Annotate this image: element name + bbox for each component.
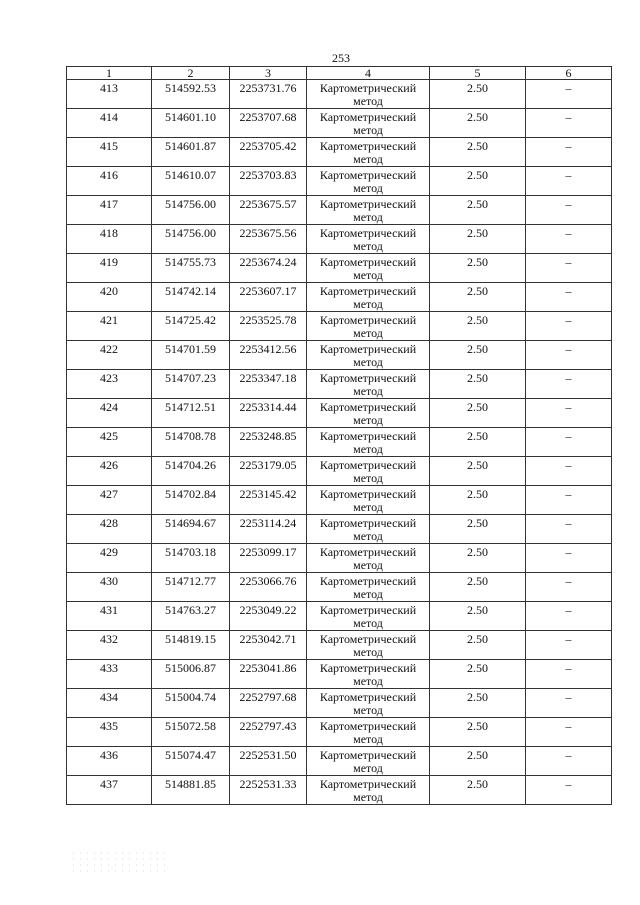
- cell-note: –: [526, 312, 612, 341]
- cell-y-coordinate: 2253347.18: [230, 370, 307, 399]
- page-number: 253: [332, 51, 350, 65]
- table-row: [67, 341, 612, 370]
- table-row: [67, 254, 612, 283]
- table-row: [67, 486, 612, 515]
- cell-point-number: 421: [67, 312, 152, 341]
- cell-point-number: 431: [67, 602, 152, 631]
- cell-point-number: 436: [67, 747, 152, 776]
- cell-accuracy: 2.50: [430, 718, 526, 747]
- cell-point-number: 437: [67, 776, 152, 805]
- cell-x-coordinate: 515072.58: [152, 718, 230, 747]
- header-cell-5: 5: [430, 67, 526, 80]
- table-row: [67, 747, 612, 776]
- cell-accuracy: 2.50: [430, 428, 526, 457]
- cell-method: Картометрический метод: [307, 573, 430, 602]
- cell-point-number: 420: [67, 283, 152, 312]
- cell-note: –: [526, 167, 612, 196]
- table-row: [67, 544, 612, 573]
- cell-x-coordinate: 515074.47: [152, 747, 230, 776]
- table-row: [67, 515, 612, 544]
- cell-note: –: [526, 747, 612, 776]
- cell-y-coordinate: 2253525.78: [230, 312, 307, 341]
- cell-point-number: 434: [67, 689, 152, 718]
- cell-x-coordinate: 514601.10: [152, 109, 230, 138]
- table-row: [67, 138, 612, 167]
- cell-accuracy: 2.50: [430, 776, 526, 805]
- cell-x-coordinate: 515006.87: [152, 660, 230, 689]
- table-row: [67, 457, 612, 486]
- cell-accuracy: 2.50: [430, 515, 526, 544]
- header-cell-3: 3: [230, 67, 307, 80]
- cell-point-number: 427: [67, 486, 152, 515]
- cell-y-coordinate: 2253703.83: [230, 167, 307, 196]
- cell-note: –: [526, 138, 612, 167]
- cell-point-number: 414: [67, 109, 152, 138]
- cell-y-coordinate: 2252797.68: [230, 689, 307, 718]
- table-row: [67, 167, 612, 196]
- cell-y-coordinate: 2253066.76: [230, 573, 307, 602]
- table-row: [67, 602, 612, 631]
- table-row: [67, 428, 612, 457]
- table-row: [67, 283, 612, 312]
- cell-y-coordinate: 2253607.17: [230, 283, 307, 312]
- cell-note: –: [526, 689, 612, 718]
- cell-point-number: 419: [67, 254, 152, 283]
- cell-note: –: [526, 602, 612, 631]
- cell-method: Картометрический метод: [307, 747, 430, 776]
- header-cell-6: 6: [526, 67, 612, 80]
- cell-method: Картометрический метод: [307, 428, 430, 457]
- cell-y-coordinate: 2252531.50: [230, 747, 307, 776]
- cell-y-coordinate: 2253145.42: [230, 486, 307, 515]
- cell-accuracy: 2.50: [430, 544, 526, 573]
- cell-note: –: [526, 399, 612, 428]
- cell-y-coordinate: 2253675.56: [230, 225, 307, 254]
- cell-point-number: 418: [67, 225, 152, 254]
- header-cell-2: 2: [152, 67, 230, 80]
- cell-method: Картометрический метод: [307, 80, 430, 109]
- cell-method: Картометрический метод: [307, 457, 430, 486]
- cell-x-coordinate: 514756.00: [152, 225, 230, 254]
- coordinates-table: [66, 66, 612, 805]
- cell-x-coordinate: 514725.42: [152, 312, 230, 341]
- cell-method: Картометрический метод: [307, 254, 430, 283]
- cell-y-coordinate: 2253707.68: [230, 109, 307, 138]
- cell-accuracy: 2.50: [430, 573, 526, 602]
- cell-note: –: [526, 428, 612, 457]
- cell-method: Картометрический метод: [307, 515, 430, 544]
- cell-accuracy: 2.50: [430, 602, 526, 631]
- cell-method: Картометрический метод: [307, 138, 430, 167]
- cell-x-coordinate: 515004.74: [152, 689, 230, 718]
- cell-x-coordinate: 514881.85: [152, 776, 230, 805]
- cell-point-number: 432: [67, 631, 152, 660]
- cell-x-coordinate: 514703.18: [152, 544, 230, 573]
- cell-y-coordinate: 2253412.56: [230, 341, 307, 370]
- cell-accuracy: 2.50: [430, 370, 526, 399]
- cell-note: –: [526, 660, 612, 689]
- table-body: [67, 80, 612, 805]
- cell-x-coordinate: 514763.27: [152, 602, 230, 631]
- cell-accuracy: 2.50: [430, 312, 526, 341]
- cell-note: –: [526, 776, 612, 805]
- cell-point-number: 417: [67, 196, 152, 225]
- cell-accuracy: 2.50: [430, 109, 526, 138]
- cell-method: Картометрический метод: [307, 631, 430, 660]
- table-row: [67, 631, 612, 660]
- cell-y-coordinate: 2253042.71: [230, 631, 307, 660]
- cell-note: –: [526, 457, 612, 486]
- cell-method: Картометрический метод: [307, 544, 430, 573]
- cell-note: –: [526, 196, 612, 225]
- cell-y-coordinate: 2253314.44: [230, 399, 307, 428]
- cell-note: –: [526, 631, 612, 660]
- cell-x-coordinate: 514819.15: [152, 631, 230, 660]
- cell-method: Картометрический метод: [307, 225, 430, 254]
- table-row: [67, 689, 612, 718]
- cell-x-coordinate: 514712.77: [152, 573, 230, 602]
- cell-note: –: [526, 225, 612, 254]
- cell-note: –: [526, 283, 612, 312]
- cell-point-number: 422: [67, 341, 152, 370]
- cell-method: Картометрический метод: [307, 109, 430, 138]
- cell-x-coordinate: 514694.67: [152, 515, 230, 544]
- header-cell-4: 4: [307, 67, 430, 80]
- cell-point-number: 430: [67, 573, 152, 602]
- cell-point-number: 415: [67, 138, 152, 167]
- cell-accuracy: 2.50: [430, 138, 526, 167]
- cell-note: –: [526, 573, 612, 602]
- cell-x-coordinate: 514592.53: [152, 80, 230, 109]
- table-row: [67, 196, 612, 225]
- table-row: [67, 718, 612, 747]
- cell-method: Картометрический метод: [307, 718, 430, 747]
- cell-note: –: [526, 254, 612, 283]
- cell-y-coordinate: 2252797.43: [230, 718, 307, 747]
- cell-x-coordinate: 514704.26: [152, 457, 230, 486]
- cell-y-coordinate: 2253041.86: [230, 660, 307, 689]
- cell-x-coordinate: 514701.59: [152, 341, 230, 370]
- cell-x-coordinate: 514708.78: [152, 428, 230, 457]
- cell-method: Картометрический метод: [307, 283, 430, 312]
- cell-point-number: 425: [67, 428, 152, 457]
- table-row: [67, 80, 612, 109]
- cell-y-coordinate: 2253099.17: [230, 544, 307, 573]
- cell-point-number: 423: [67, 370, 152, 399]
- cell-accuracy: 2.50: [430, 167, 526, 196]
- cell-method: Картометрический метод: [307, 196, 430, 225]
- cell-y-coordinate: 2253674.24: [230, 254, 307, 283]
- cell-y-coordinate: 2253248.85: [230, 428, 307, 457]
- cell-method: Картометрический метод: [307, 486, 430, 515]
- cell-accuracy: 2.50: [430, 457, 526, 486]
- cell-accuracy: 2.50: [430, 631, 526, 660]
- cell-method: Картометрический метод: [307, 370, 430, 399]
- table-header: [67, 67, 612, 80]
- cell-point-number: 435: [67, 718, 152, 747]
- cell-x-coordinate: 514707.23: [152, 370, 230, 399]
- cell-method: Картометрический метод: [307, 776, 430, 805]
- table-row: [67, 109, 612, 138]
- cell-method: Картометрический метод: [307, 660, 430, 689]
- cell-accuracy: 2.50: [430, 660, 526, 689]
- cell-method: Картометрический метод: [307, 167, 430, 196]
- cell-accuracy: 2.50: [430, 283, 526, 312]
- table-row: [67, 370, 612, 399]
- cell-point-number: 433: [67, 660, 152, 689]
- cell-accuracy: 2.50: [430, 254, 526, 283]
- header-cell-1: 1: [67, 67, 152, 80]
- cell-x-coordinate: 514601.87: [152, 138, 230, 167]
- cell-note: –: [526, 370, 612, 399]
- cell-y-coordinate: 2253114.24: [230, 515, 307, 544]
- cell-method: Картометрический метод: [307, 689, 430, 718]
- scan-artifact: [70, 850, 165, 872]
- cell-note: –: [526, 486, 612, 515]
- cell-method: Картометрический метод: [307, 602, 430, 631]
- cell-note: –: [526, 544, 612, 573]
- cell-x-coordinate: 514756.00: [152, 196, 230, 225]
- cell-y-coordinate: 2253705.42: [230, 138, 307, 167]
- cell-point-number: 428: [67, 515, 152, 544]
- cell-x-coordinate: 514755.73: [152, 254, 230, 283]
- cell-y-coordinate: 2253049.22: [230, 602, 307, 631]
- cell-method: Картометрический метод: [307, 399, 430, 428]
- cell-note: –: [526, 341, 612, 370]
- cell-accuracy: 2.50: [430, 225, 526, 254]
- cell-point-number: 426: [67, 457, 152, 486]
- cell-y-coordinate: 2252531.33: [230, 776, 307, 805]
- table-row: [67, 312, 612, 341]
- cell-accuracy: 2.50: [430, 341, 526, 370]
- cell-method: Картометрический метод: [307, 341, 430, 370]
- table-row: [67, 660, 612, 689]
- cell-point-number: 424: [67, 399, 152, 428]
- cell-point-number: 429: [67, 544, 152, 573]
- cell-x-coordinate: 514742.14: [152, 283, 230, 312]
- table-row: [67, 573, 612, 602]
- cell-note: –: [526, 109, 612, 138]
- cell-accuracy: 2.50: [430, 399, 526, 428]
- cell-accuracy: 2.50: [430, 196, 526, 225]
- cell-note: –: [526, 718, 612, 747]
- cell-note: –: [526, 515, 612, 544]
- cell-accuracy: 2.50: [430, 689, 526, 718]
- cell-x-coordinate: 514702.84: [152, 486, 230, 515]
- cell-y-coordinate: 2253675.57: [230, 196, 307, 225]
- cell-y-coordinate: 2253731.76: [230, 80, 307, 109]
- cell-accuracy: 2.50: [430, 80, 526, 109]
- cell-x-coordinate: 514712.51: [152, 399, 230, 428]
- cell-y-coordinate: 2253179.05: [230, 457, 307, 486]
- cell-accuracy: 2.50: [430, 747, 526, 776]
- cell-accuracy: 2.50: [430, 486, 526, 515]
- cell-method: Картометрический метод: [307, 312, 430, 341]
- cell-point-number: 413: [67, 80, 152, 109]
- cell-x-coordinate: 514610.07: [152, 167, 230, 196]
- cell-point-number: 416: [67, 167, 152, 196]
- cell-note: –: [526, 80, 612, 109]
- table-row: [67, 225, 612, 254]
- header-row: [67, 67, 612, 80]
- table-row: [67, 399, 612, 428]
- table-row: [67, 776, 612, 805]
